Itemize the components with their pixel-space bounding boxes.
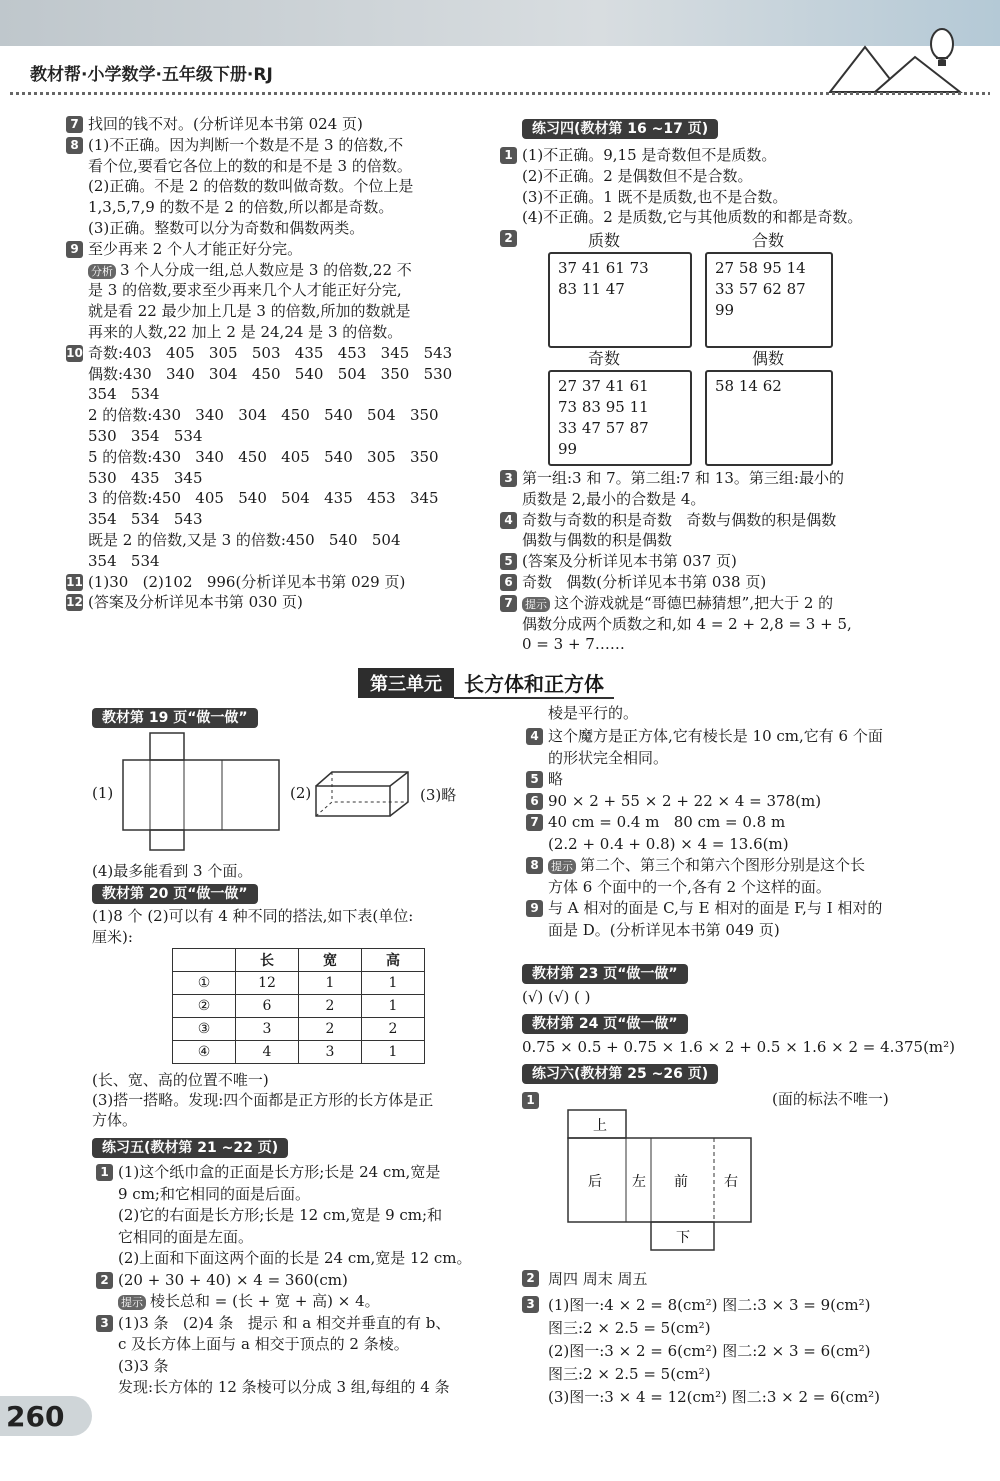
answer-line: 2 的倍数:430 340 304 450 540 504 350 — [88, 406, 439, 425]
answer-line: 354 534 — [88, 551, 160, 570]
section-label: 教材第 23 页“做一做” — [522, 964, 688, 984]
text-line: 73 83 95 11 — [558, 398, 649, 416]
table-cell: 1 — [299, 972, 362, 995]
answer-item — [530, 769, 948, 791]
answer-item — [530, 791, 948, 813]
answer-line: c 及长方体上面与 a 相交于顶点的 2 条棱。 — [118, 1335, 409, 1353]
table-header — [173, 949, 236, 972]
answer-line: 偶数:430 340 304 450 540 504 350 530 — [88, 364, 453, 383]
odd-label: 奇数 — [588, 349, 621, 368]
section-label: 练习四(教材第 16 ~17 页) — [522, 119, 718, 139]
even-box — [705, 370, 833, 466]
sec24-formula: 0.75 × 0.5 + 0.75 × 1.6 × 2 + 0.5 × 1.6 × 2 = 4.375(m²) — [522, 1038, 956, 1056]
answer-line: 奇数:403 405 305 503 435 453 345 543 — [88, 343, 453, 362]
answer-line: (3)正确。整数可以分为奇数和偶数两类。 — [88, 218, 365, 237]
answer-line: (1)3 条 (2)4 条 提示 和 a 相交并垂直的有 b、 — [118, 1313, 451, 1332]
answer-item — [66, 343, 508, 572]
answer-item — [100, 1270, 518, 1292]
item-number: 6 — [526, 793, 543, 810]
net-face-top: 上 — [593, 1118, 607, 1134]
item-number: 7 — [66, 116, 83, 133]
continued-text: 棱是平行的。 — [548, 704, 639, 722]
item-number: 4 — [500, 512, 517, 529]
net-face-right: 右 — [724, 1174, 738, 1190]
answer-line: (答案及分析详见本书第 030 页) — [88, 593, 303, 612]
answer-item — [118, 1291, 518, 1313]
table-cell: 3 — [236, 1018, 299, 1041]
text-line: (1)8 个 (2)可以有 4 种不同的搭法,如下表(单位: — [92, 907, 414, 925]
hint-badge: 分析 — [88, 264, 116, 279]
answer-line: 略 — [548, 770, 564, 788]
section-label: 练习六(教材第 25 ~26 页) — [522, 1064, 718, 1084]
answer-line: 找回的钱不对。(分析详见本书第 024 页) — [88, 115, 363, 133]
answer-item — [504, 593, 952, 655]
answer-item — [504, 551, 952, 572]
net-face-bottom: 下 — [676, 1230, 690, 1246]
text-line: (1)图一:4 × 2 = 8(cm²) 图二:3 × 3 = 9(cm²) — [548, 1296, 871, 1314]
item-number: 11 — [66, 574, 83, 589]
even-label: 偶数 — [752, 349, 785, 368]
text-line: (3)搭一搭略。发现:四个面都是正方形的长方体是正 — [92, 1091, 434, 1109]
item-number: 9 — [66, 241, 83, 258]
answer-line: 就是看 22 最少加上几是 3 的倍数,所加的数就是 — [88, 302, 411, 321]
mountain-balloon-icon — [820, 22, 980, 97]
answer-line: (20 + 30 + 40) × 4 = 360(cm) — [118, 1270, 348, 1289]
answer-line: (2)不正确。2 是偶数但不是合数。 — [522, 166, 753, 185]
answer-item — [66, 592, 508, 613]
answer-line: 奇数与奇数的积是奇数 奇数与偶数的积是偶数 — [522, 510, 837, 529]
answer-line: 第一组:3 和 7。第二组:7 和 13。第三组:最小的 — [522, 469, 844, 487]
answer-line: 它相同的面是左面。 — [118, 1227, 254, 1246]
text-line: 33 47 57 87 — [558, 419, 649, 437]
answer-line: 9 cm;和它相同的面是后面。 — [118, 1184, 310, 1203]
table-cell: ② — [173, 995, 236, 1018]
answer-line: 是 3 的倍数,要求至少再来几个人才能正好分完, — [88, 281, 402, 300]
text-line: 方体。 — [92, 1111, 138, 1129]
text-line: (2)图一:3 × 2 = 6(cm²) 图二:2 × 3 = 6(cm²) — [548, 1342, 871, 1360]
answer-line: 看个位,要看它各位上的数的和是不是 3 的倍数。 — [88, 156, 412, 175]
table-header: 宽 — [299, 949, 362, 972]
item-number: 3 — [522, 1296, 539, 1313]
table-cell: 2 — [299, 1018, 362, 1041]
prime-label: 质数 — [588, 231, 621, 250]
item-number: 8 — [66, 137, 83, 154]
answer-item — [530, 812, 948, 855]
cuboid-figure — [314, 768, 414, 828]
text-line: 99 — [558, 440, 578, 458]
section-label: 教材第 19 页“做一做” — [92, 708, 258, 728]
text-line: 37 41 61 73 — [558, 259, 649, 277]
answer-line: 提示 第二个、第三个和第六个图形分别是这个长 — [548, 855, 948, 877]
text-line: 厘米): — [92, 928, 133, 946]
answer-line: (3)3 条 — [118, 1356, 169, 1375]
answer-item — [88, 260, 508, 343]
text-line: (3)图一:3 × 4 = 12(cm²) 图二:3 × 2 = 6(cm²) — [548, 1388, 881, 1406]
answer-line: (4)不正确。2 是质数,它与其他质数的和都是奇数。 — [522, 208, 863, 227]
table-cell: ④ — [173, 1041, 236, 1064]
item-number: 3 — [96, 1315, 113, 1332]
answer-line: 既是 2 的倍数,又是 3 的倍数:450 540 504 — [88, 530, 401, 549]
answer-item — [66, 572, 508, 593]
part-label: (2) — [290, 784, 312, 802]
answer-line: 0 = 3 + 7…… — [522, 635, 625, 654]
item-number: 5 — [500, 553, 517, 570]
answer-line: 分析 3 个人分成一组,总人数应是 3 的倍数,22 不 — [88, 260, 508, 281]
table-cell: 4 — [236, 1041, 299, 1064]
answer-line: 发现:长方体的 12 条棱可以分成 3 组,每组的 4 条 — [118, 1378, 450, 1396]
section-label: 教材第 20 页“做一做” — [92, 884, 258, 904]
item-number: 5 — [526, 771, 543, 788]
answer-item — [530, 898, 948, 941]
answer-item — [100, 1162, 518, 1270]
section-label: 练习五(教材第 21 ~22 页) — [92, 1138, 288, 1158]
answer-line: (2.2 + 0.4 + 0.8) × 4 = 13.6(m) — [548, 834, 789, 853]
answer-line: (2)正确。不是 2 的倍数的数叫做奇数。个位上是 — [88, 177, 414, 196]
answer-line: 与 A 相对的面是 C,与 E 相对的面是 F,与 I 相对的 — [548, 899, 883, 917]
text-line: 图三:2 × 2.5 = 5(cm²) — [548, 1319, 711, 1337]
text-line: 27 37 41 61 — [558, 377, 649, 395]
item-number: 2 — [500, 230, 517, 247]
answer-line: 530 354 534 — [88, 426, 203, 445]
composite-box — [705, 252, 833, 348]
answer-line: 面是 D。(分析详见本书第 049 页) — [548, 920, 780, 939]
cube-net-figure — [122, 732, 282, 852]
answer-line: 偶数分成两个质数之和,如 4 = 2 + 2,8 = 3 + 5, — [522, 614, 852, 633]
right-top-column — [504, 118, 952, 246]
text-line: 27 58 95 14 — [715, 259, 806, 277]
answer-line: (1)这个纸巾盒的正面是长方形;长是 24 cm,宽是 — [118, 1163, 441, 1181]
item-number: 9 — [526, 900, 543, 917]
text-line: 99 — [715, 301, 735, 319]
answer-line: (答案及分析详见本书第 037 页) — [522, 552, 737, 571]
table-cell: ① — [173, 972, 236, 995]
net-face-left: 左 — [632, 1174, 646, 1190]
item-number: 10 — [66, 345, 83, 360]
text-line: (长、宽、高的位置不唯一) — [92, 1071, 269, 1089]
answer-item — [530, 855, 948, 898]
answer-line: (2)上面和下面这两个面的长是 24 cm,宽是 12 cm。 — [118, 1249, 472, 1267]
table-cell: ③ — [173, 1018, 236, 1041]
unit-label: 第三单元 — [358, 668, 454, 698]
answer-item — [504, 572, 952, 593]
table-cell: 6 — [236, 995, 299, 1018]
prime-box — [548, 252, 692, 348]
text-line: 83 11 47 — [558, 280, 625, 298]
answer-line: 方体 6 个面中的一个,各有 2 个这样的面。 — [548, 877, 831, 896]
answer-item — [530, 726, 948, 769]
right-items — [504, 468, 952, 655]
answer-item — [70, 114, 508, 135]
part-label: (3)略 — [420, 786, 457, 804]
dimension-table — [172, 948, 425, 1064]
header-rule — [10, 92, 990, 95]
table-cell: 2 — [362, 1018, 425, 1041]
item-number: 1 — [500, 147, 517, 164]
answer-line: 354 534 — [88, 385, 160, 404]
net-face-back: 后 — [588, 1174, 602, 1190]
answer-line: 奇数 偶数(分析详见本书第 038 页) — [522, 572, 767, 591]
answer-line: (2)它的右面是长方形;长是 12 cm,宽是 9 cm;和 — [118, 1206, 443, 1224]
answer-line: (1)不正确。9,15 是奇数但不是质数。 — [522, 146, 777, 164]
table-cell: 1 — [362, 995, 425, 1018]
item-number: 7 — [526, 814, 543, 831]
table-row — [173, 995, 425, 1018]
after-table-text — [92, 1070, 433, 1130]
answer-line: 至少再来 2 个人才能正好分完。 — [88, 239, 303, 258]
answer-item — [504, 145, 952, 228]
composite-label: 合数 — [752, 231, 785, 250]
answer-line: (1)30 (2)102 996(分析详见本书第 029 页) — [88, 572, 406, 591]
text-line: 33 57 62 87 — [715, 280, 806, 298]
table-cell: 2 — [299, 995, 362, 1018]
hint-badge: 提示 — [118, 1295, 146, 1310]
item-number: 3 — [500, 470, 517, 487]
item-number: 6 — [500, 574, 517, 591]
answer-item — [504, 510, 952, 552]
answer-line: 的形状完全相同。 — [548, 748, 669, 767]
hint-badge: 提示 — [522, 597, 550, 612]
odd-box — [548, 370, 692, 466]
item-number: 12 — [66, 595, 83, 610]
answer-line: 1,3,5,7,9 的数不是 2 的倍数,所以都是奇数。 — [88, 198, 394, 217]
net-face-front: 前 — [674, 1174, 688, 1190]
left-top-column — [66, 114, 508, 613]
item-number: 2 — [96, 1272, 113, 1289]
text-line: 图三:2 × 2.5 = 5(cm²) — [548, 1365, 711, 1383]
answer-line: (3)不正确。1 既不是质数,也不是合数。 — [522, 187, 788, 206]
answer-line: 提示 棱长总和 = (长 + 宽 + 高) × 4。 — [118, 1291, 518, 1313]
net-note: (面的标法不唯一) — [772, 1090, 889, 1108]
left-bottom-items — [100, 1162, 518, 1399]
page-header: 教材帮·小学数学·五年级下册·RJ — [30, 65, 273, 85]
answer-line: 40 cm = 0.4 m 80 cm = 0.8 m — [548, 813, 786, 831]
table-row — [173, 1041, 425, 1064]
answer-line: 354 534 543 — [88, 510, 203, 529]
sec20-text — [92, 906, 413, 948]
answer-line: 5 的倍数:430 340 450 405 540 305 350 — [88, 447, 439, 466]
table-header: 长 — [236, 949, 299, 972]
answer-item — [504, 468, 952, 510]
answer-item — [100, 1313, 518, 1399]
answer-line: 这个魔方是正方体,它有棱长是 10 cm,它有 6 个面 — [548, 727, 883, 745]
page-number: 260 — [6, 1400, 65, 1433]
item3-answers — [548, 1294, 880, 1409]
answer-line: 3 的倍数:450 405 540 504 435 453 345 — [88, 489, 439, 508]
text-line: 58 14 62 — [715, 377, 782, 395]
answer-line: 再来的人数,22 加上 2 是 24,24 是 3 的倍数。 — [88, 322, 403, 341]
section-label: 教材第 24 页“做一做” — [522, 1014, 688, 1034]
answer-line: 质数是 2,最小的合数是 4。 — [522, 489, 706, 508]
answer-item — [70, 135, 508, 239]
answer-line: 提示 这个游戏就是“哥德巴赫猜想”,把大于 2 的 — [522, 593, 952, 614]
table-row — [173, 1018, 425, 1041]
unit-banner — [358, 668, 614, 698]
item-number: 7 — [500, 595, 517, 612]
table-cell: 1 — [362, 1041, 425, 1064]
answer-item — [70, 239, 508, 260]
item2-answers: 周四 周末 周五 — [548, 1270, 648, 1288]
unit-title: 长方体和正方体 — [454, 668, 614, 699]
table-cell: 3 — [299, 1041, 362, 1064]
right-bottom-items — [530, 726, 948, 941]
answer-line: 偶数与偶数的积是偶数 — [522, 531, 673, 550]
part-text: (4)最多能看到 3 个面。 — [92, 862, 253, 880]
hint-badge: 提示 — [548, 859, 576, 874]
answer-line: 90 × 2 + 55 × 2 + 22 × 4 = 378(m) — [548, 791, 822, 810]
item-number: 2 — [522, 1270, 539, 1287]
table-cell: 1 — [362, 972, 425, 995]
item-number: 1 — [96, 1164, 113, 1181]
table-cell: 12 — [236, 972, 299, 995]
sec23-answers: (√) (√) ( ) — [522, 988, 591, 1006]
table-row — [173, 972, 425, 995]
item-number: 8 — [526, 857, 543, 874]
answer-line: 530 435 345 — [88, 468, 203, 487]
item-number: 4 — [526, 728, 543, 745]
cuboid-net-figure — [548, 1108, 768, 1266]
item-number: 1 — [522, 1092, 539, 1109]
answer-line: (1)不正确。因为判断一个数是不是 3 的倍数,不 — [88, 135, 404, 154]
table-header: 高 — [362, 949, 425, 972]
part-label: (1) — [92, 784, 114, 802]
